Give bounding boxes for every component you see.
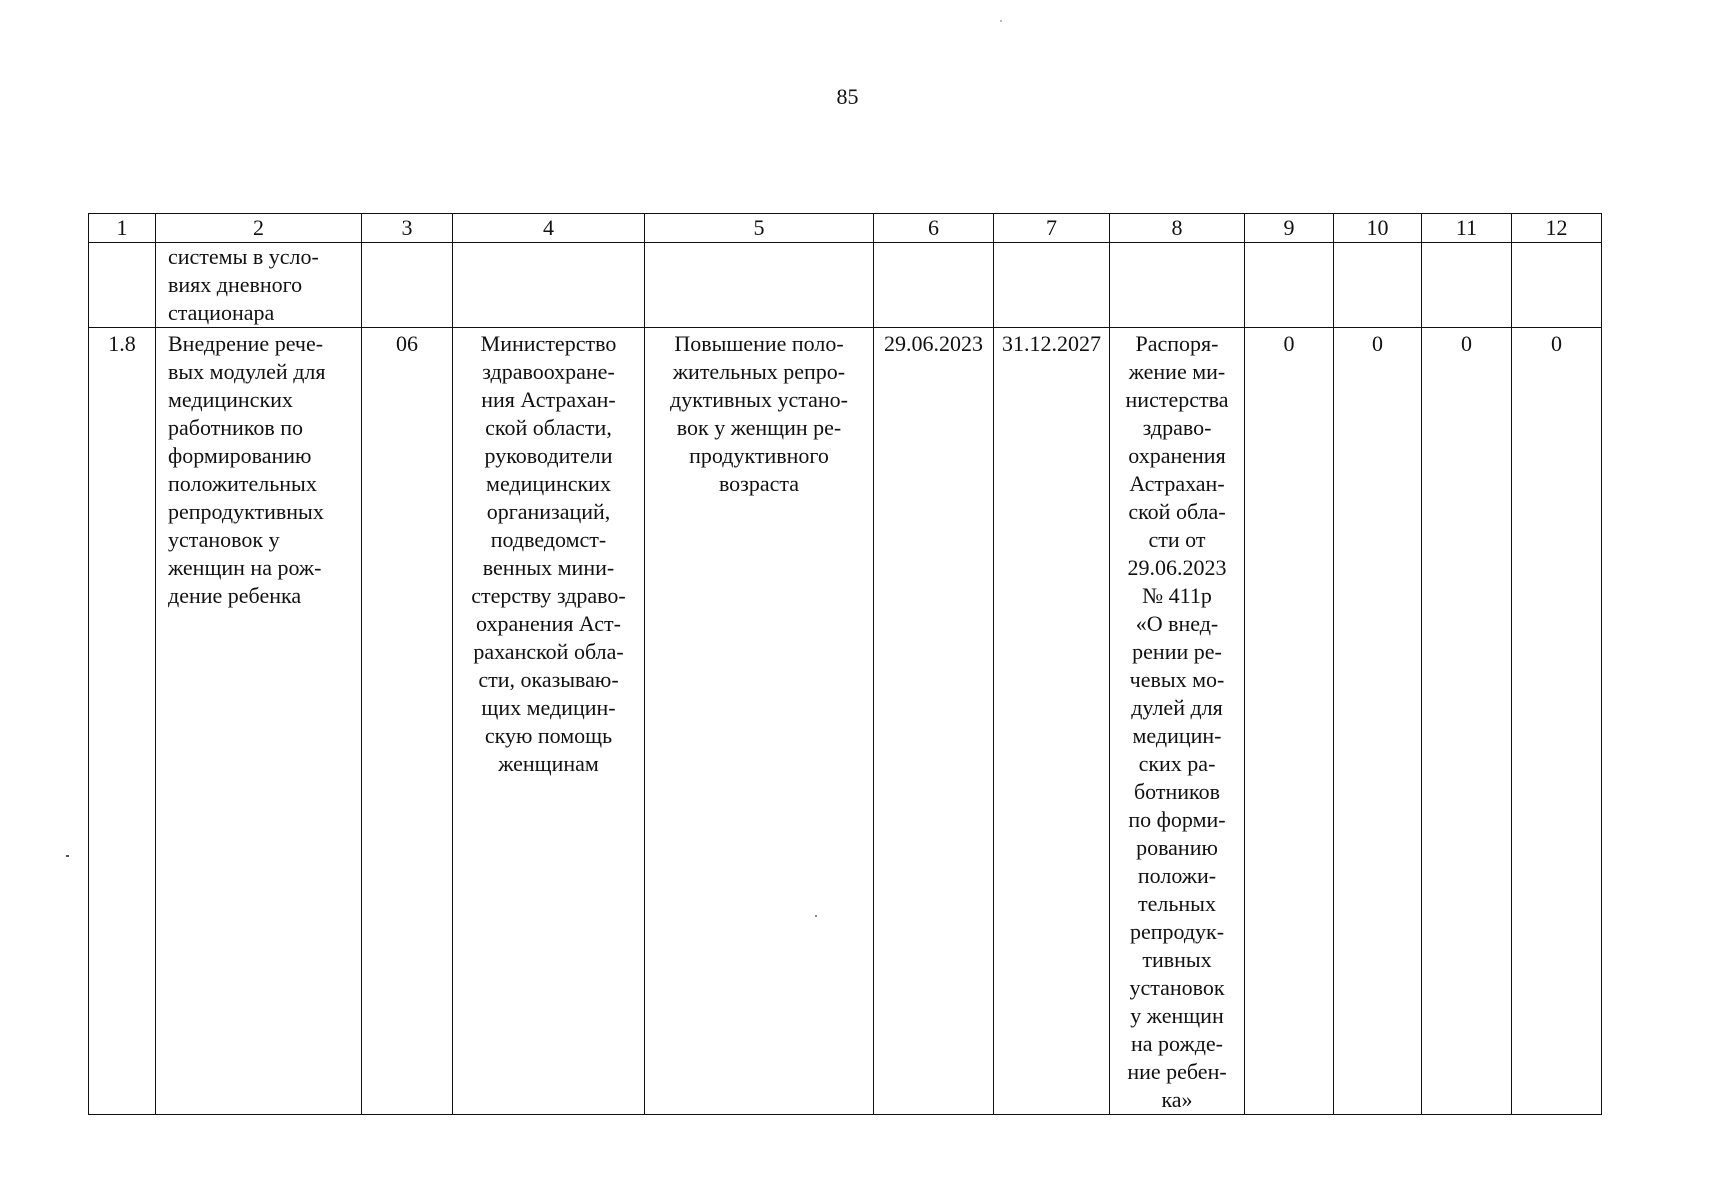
cell-value-10: 0	[1334, 328, 1422, 1115]
cell-value-12: 0	[1512, 328, 1602, 1115]
page-number: 85	[836, 84, 859, 109]
header-cell-4: 4	[453, 214, 645, 243]
cell-code: 06	[362, 328, 453, 1115]
header-cell-7: 7	[994, 214, 1110, 243]
cell-value-11: 0	[1422, 328, 1512, 1115]
header-cell-6: 6	[874, 214, 994, 243]
cell-activity-name: Внедрение рече- вых модулей для медицинских работников по формированию положительных репродуктивных установок у женщин на рож- дение ребенка	[156, 328, 362, 1115]
header-cell-10: 10	[1334, 214, 1422, 243]
cell-empty	[645, 243, 874, 328]
scan-speck	[815, 915, 817, 917]
header-cell-8: 8	[1110, 214, 1245, 243]
table-row-continuation	[89, 243, 1602, 328]
header-cell-2: 2	[156, 214, 362, 243]
header-cell-1: 1	[89, 214, 156, 243]
cell-end-date: 31.12.2027	[994, 328, 1110, 1115]
header-cell-5: 5	[645, 214, 874, 243]
cell-empty	[874, 243, 994, 328]
cell-empty	[362, 243, 453, 328]
document-table	[88, 213, 1602, 1115]
cell-value-9: 0	[1245, 328, 1334, 1115]
cell-empty	[1334, 243, 1422, 328]
header-cell-12: 12	[1512, 214, 1602, 243]
cell-responsible: Министерство здравоохране- ния Астрахан- ской области, руководители медицинских организаций, подведомст- венных мини- стерству здраво- охранения Аст- раханской обла- сти, оказываю- щих медицин- скую помощь женщинам	[453, 328, 645, 1115]
table-header-row	[89, 214, 1602, 243]
cell-empty	[89, 243, 156, 328]
scan-speck	[1000, 20, 1002, 22]
table-row-1-8	[89, 328, 1602, 1115]
cell-document: Распоря- жение ми- нистерства здраво- охранения Астрахан- ской обла- сти от 29.06.2023 № 411р «О внед- рении ре- чевых мо- дулей для медицин- ских ра- ботников по форми- рованию положи- тельных репродук- тивных установок у женщин на рожде- ние ребен- ка»	[1110, 328, 1245, 1115]
header-cell-9: 9	[1245, 214, 1334, 243]
cell-empty	[1422, 243, 1512, 328]
cell-empty	[1110, 243, 1245, 328]
cell-item-number: 1.8	[89, 328, 156, 1115]
cell-empty	[1512, 243, 1602, 328]
cell-start-date: 29.06.2023	[874, 328, 994, 1115]
header-cell-11: 11	[1422, 214, 1512, 243]
cell-expected-result: Повышение поло- жительных репро- дуктивных устано- вок у женщин ре- продуктивного возраста	[645, 328, 874, 1115]
cell-empty	[1245, 243, 1334, 328]
cell-activity-continuation: системы в усло- виях дневного стационара	[156, 243, 362, 328]
scan-speck	[66, 855, 69, 857]
cell-empty	[453, 243, 645, 328]
cell-empty	[994, 243, 1110, 328]
header-cell-3: 3	[362, 214, 453, 243]
